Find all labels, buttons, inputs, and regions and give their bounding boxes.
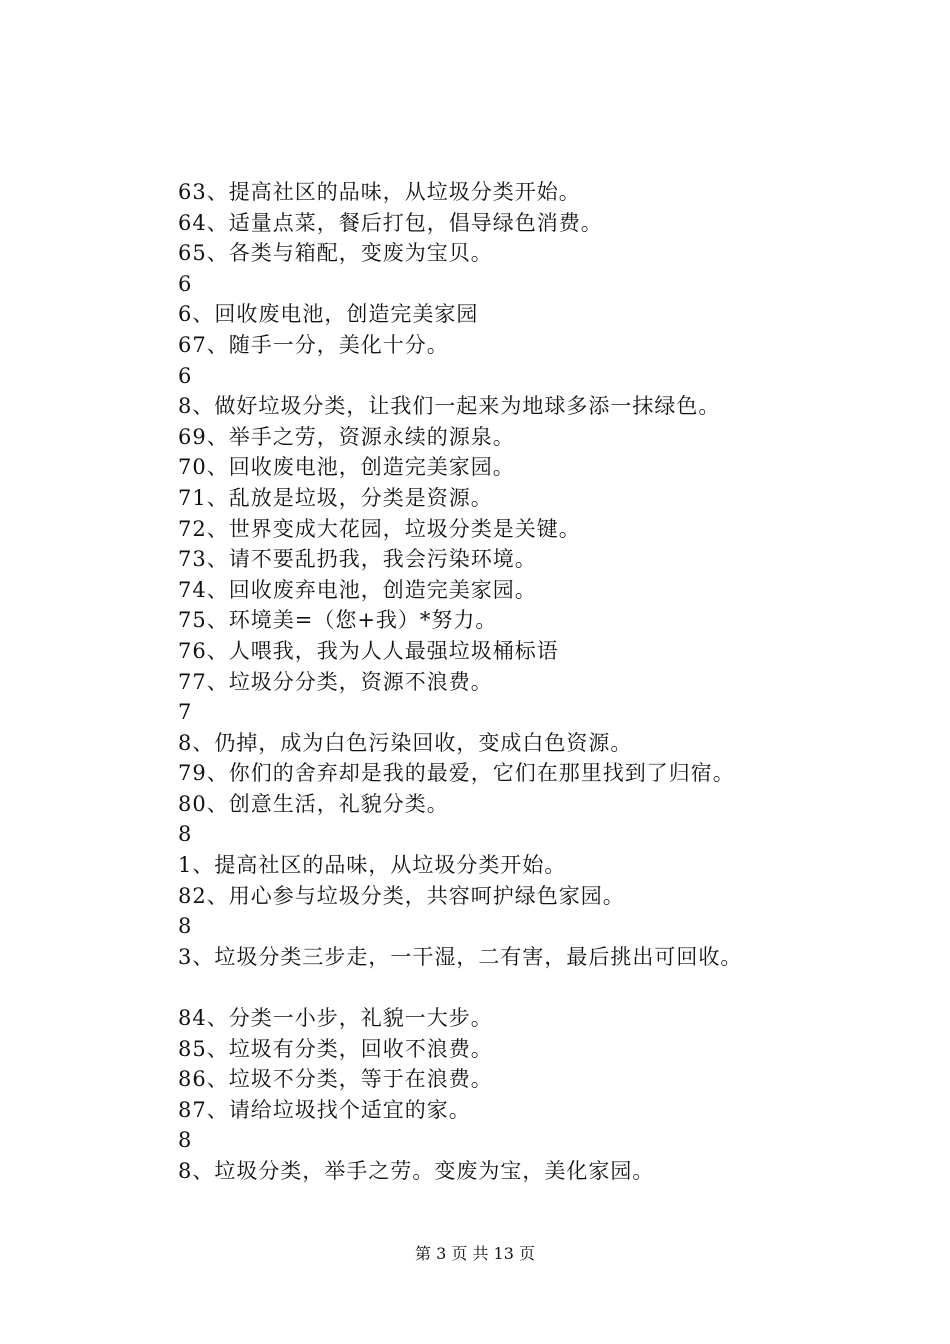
text-line: 69、举手之劳，资源永续的源泉。 (178, 424, 515, 449)
text-line: 85、垃圾有分类，回收不浪费。 (178, 1036, 493, 1061)
text-line: 84、分类一小步，礼貌一大步。 (178, 1006, 493, 1031)
text-line: 73、请不要乱扔我，我会污染环境。 (178, 547, 537, 572)
text-line: 82、用心参与垃圾分类，共容呵护绿色家园。 (178, 883, 625, 908)
text-line: 75、环境美=（您+我）*努力。 (178, 608, 498, 633)
text-line: 65、各类与箱配，变废为宝贝。 (178, 241, 493, 266)
text-line: 8 (178, 1128, 193, 1153)
text-line: 67、随手一分，美化十分。 (178, 332, 449, 357)
text-line: 8、仍掉，成为白色污染回收，变成白色资源。 (178, 730, 633, 755)
text-line: 80、创意生活，礼貌分类。 (178, 791, 449, 816)
blank-line (178, 972, 918, 1003)
document-body (178, 177, 918, 1187)
text-line: 6、回收废电池，创造完美家园 (178, 302, 479, 327)
text-line: 74、回收废弃电池，创造完美家园。 (178, 577, 537, 602)
text-line: 70、回收废电池，创造完美家园。 (178, 455, 515, 480)
page-number-footer: 第 3 页 共 13 页 (415, 1244, 535, 1263)
text-line: 8 (178, 914, 193, 939)
text-line: 6 (178, 363, 193, 388)
text-line: 1、提高社区的品味，从垃圾分类开始。 (178, 853, 567, 878)
text-line: 72、世界变成大花园，垃圾分类是关键。 (178, 516, 581, 541)
text-line: 77、垃圾分分类，资源不浪费。 (178, 669, 493, 694)
text-line: 63、提高社区的品味，从垃圾分类开始。 (178, 180, 581, 204)
text-line: 64、适量点菜，餐后打包，倡导绿色消费。 (178, 210, 603, 235)
text-line: 6 (178, 271, 193, 296)
text-line: 76、人喂我，我为人人最强垃圾桶标语 (178, 638, 559, 663)
text-line: 8 (178, 822, 193, 847)
text-line: 71、乱放是垃圾，分类是资源。 (178, 485, 493, 510)
text-line: 79、你们的舍弃却是我的最爱，它们在那里找到了归宿。 (178, 761, 735, 786)
text-line: 87、请给垃圾找个适宜的家。 (178, 1097, 471, 1122)
text-line: 86、垃圾不分类，等于在浪费。 (178, 1067, 493, 1092)
text-line: 7 (178, 700, 193, 725)
text-line: 8、垃圾分类，举手之劳。变废为宝，美化家园。 (178, 1159, 655, 1183)
text-line: 3、垃圾分类三步走，一干湿，二有害，最后挑出可回收。 (178, 944, 743, 969)
text-line: 8、做好垃圾分类，让我们一起来为地球多添一抹绿色。 (178, 394, 721, 419)
